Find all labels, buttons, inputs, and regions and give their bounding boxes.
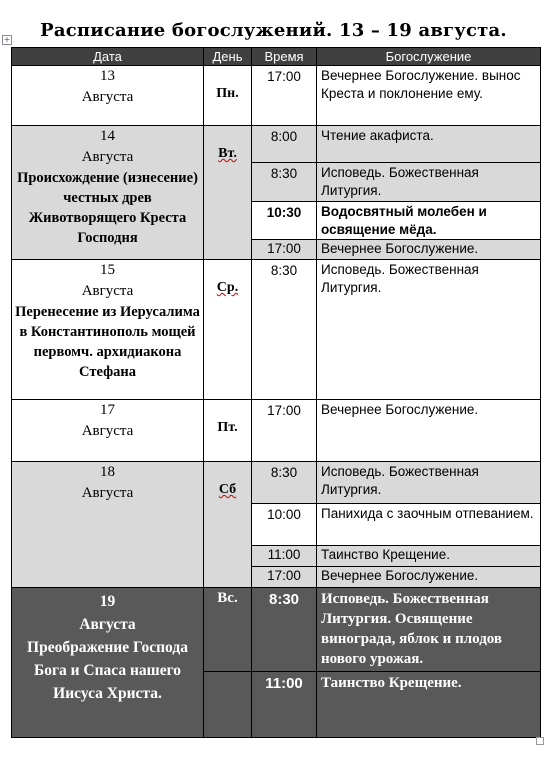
table-resize-handle-icon[interactable]: [536, 737, 544, 745]
table-row: [12, 462, 541, 504]
table-row: [12, 260, 541, 400]
table-row: [12, 400, 541, 462]
date-month: Августа: [79, 616, 136, 633]
service-cell: Исповедь. Божественная Литургия.: [317, 163, 541, 202]
service-cell: Панихида с заочным отпеванием.: [317, 504, 541, 546]
time-cell: 8:30: [252, 163, 317, 202]
feast-name: Происхождение (изнесение) честных древ Животворящего Креста Господня: [17, 170, 198, 246]
table-row: [12, 126, 541, 163]
schedule-table: [11, 47, 541, 738]
time-cell: 11:00: [252, 546, 317, 567]
date-month: Августа: [81, 485, 134, 501]
weekday-cell: Пн.: [204, 66, 252, 126]
service-cell: Таинство Крещение.: [317, 672, 541, 738]
date-number: 17: [100, 402, 115, 418]
weekday-cell: [204, 260, 252, 400]
date-number: 19: [99, 593, 116, 610]
time-cell: 17:00: [252, 400, 317, 462]
service-cell: Исповедь. Божественная Литургия.: [317, 462, 541, 504]
service-cell: Чтение акафиста.: [317, 126, 541, 163]
service-cell: Водосвятный молебен и освящение мёда.: [317, 202, 541, 240]
date-cell: [12, 66, 204, 126]
weekday-cell: [204, 126, 252, 260]
date-cell: [12, 462, 204, 588]
time-cell: 11:00: [252, 672, 317, 738]
time-cell: 8:30: [252, 462, 317, 504]
table-row: [12, 588, 541, 672]
header-service: Богослужение: [317, 48, 541, 66]
date-month: Августа: [81, 283, 134, 299]
feast-name: Преображение Господа Бога и Спаса нашего Иисуса Христа.: [27, 639, 188, 702]
feast-name: Перенесение из Иерусалима в Константинополь мощей первомч. архидиакона Стефана: [15, 304, 200, 380]
date-month: Августа: [81, 423, 134, 439]
time-cell: 17:00: [252, 66, 317, 126]
date-number: 14: [100, 128, 115, 144]
weekday-label: Ср.: [216, 280, 239, 295]
header-row: [12, 48, 541, 66]
table-move-handle-icon[interactable]: +: [3, 35, 11, 44]
time-cell: 8:00: [252, 126, 317, 163]
time-cell: 10:30: [252, 202, 317, 240]
date-month: Августа: [81, 149, 134, 165]
service-cell: Вечернее Богослужение.: [317, 400, 541, 462]
header-date: Дата: [12, 48, 204, 66]
header-time: Время: [252, 48, 317, 66]
weekday-cell: [204, 462, 252, 588]
date-number: 18: [100, 464, 115, 480]
date-number: 13: [100, 68, 115, 84]
weekday-cell: Вс.: [204, 588, 252, 672]
date-number: 15: [100, 262, 115, 278]
time-cell: 17:00: [252, 567, 317, 588]
time-cell: 8:30: [252, 260, 317, 400]
service-cell: Исповедь. Божественная Литургия. Освящение винограда, яблок и плодов нового урожая.: [317, 588, 541, 672]
time-cell: 17:00: [252, 240, 317, 260]
service-cell: Таинство Крещение.: [317, 546, 541, 567]
service-cell: Вечернее Богослужение.: [317, 567, 541, 588]
time-cell: 10:00: [252, 504, 317, 546]
weekday-cell: [204, 672, 252, 738]
service-cell: Вечернее Богослужение.: [317, 240, 541, 260]
weekday-label: Сб: [218, 482, 237, 497]
date-month: Августа: [81, 89, 134, 105]
header-day: День: [204, 48, 252, 66]
date-cell: [12, 400, 204, 462]
date-cell: [12, 588, 204, 738]
time-cell: 8:30: [252, 588, 317, 672]
table-row: [12, 66, 541, 126]
weekday-cell: Пт.: [204, 400, 252, 462]
date-cell: [12, 126, 204, 260]
page-title: Расписание богослужений. 13 – 19 августа.: [40, 20, 507, 41]
weekday-label: Вт.: [218, 146, 237, 161]
service-cell: Исповедь. Божественная Литургия.: [317, 260, 541, 400]
service-cell: Вечернее Богослужение. вынос Креста и поклонение ему.: [317, 66, 541, 126]
date-cell: [12, 260, 204, 400]
